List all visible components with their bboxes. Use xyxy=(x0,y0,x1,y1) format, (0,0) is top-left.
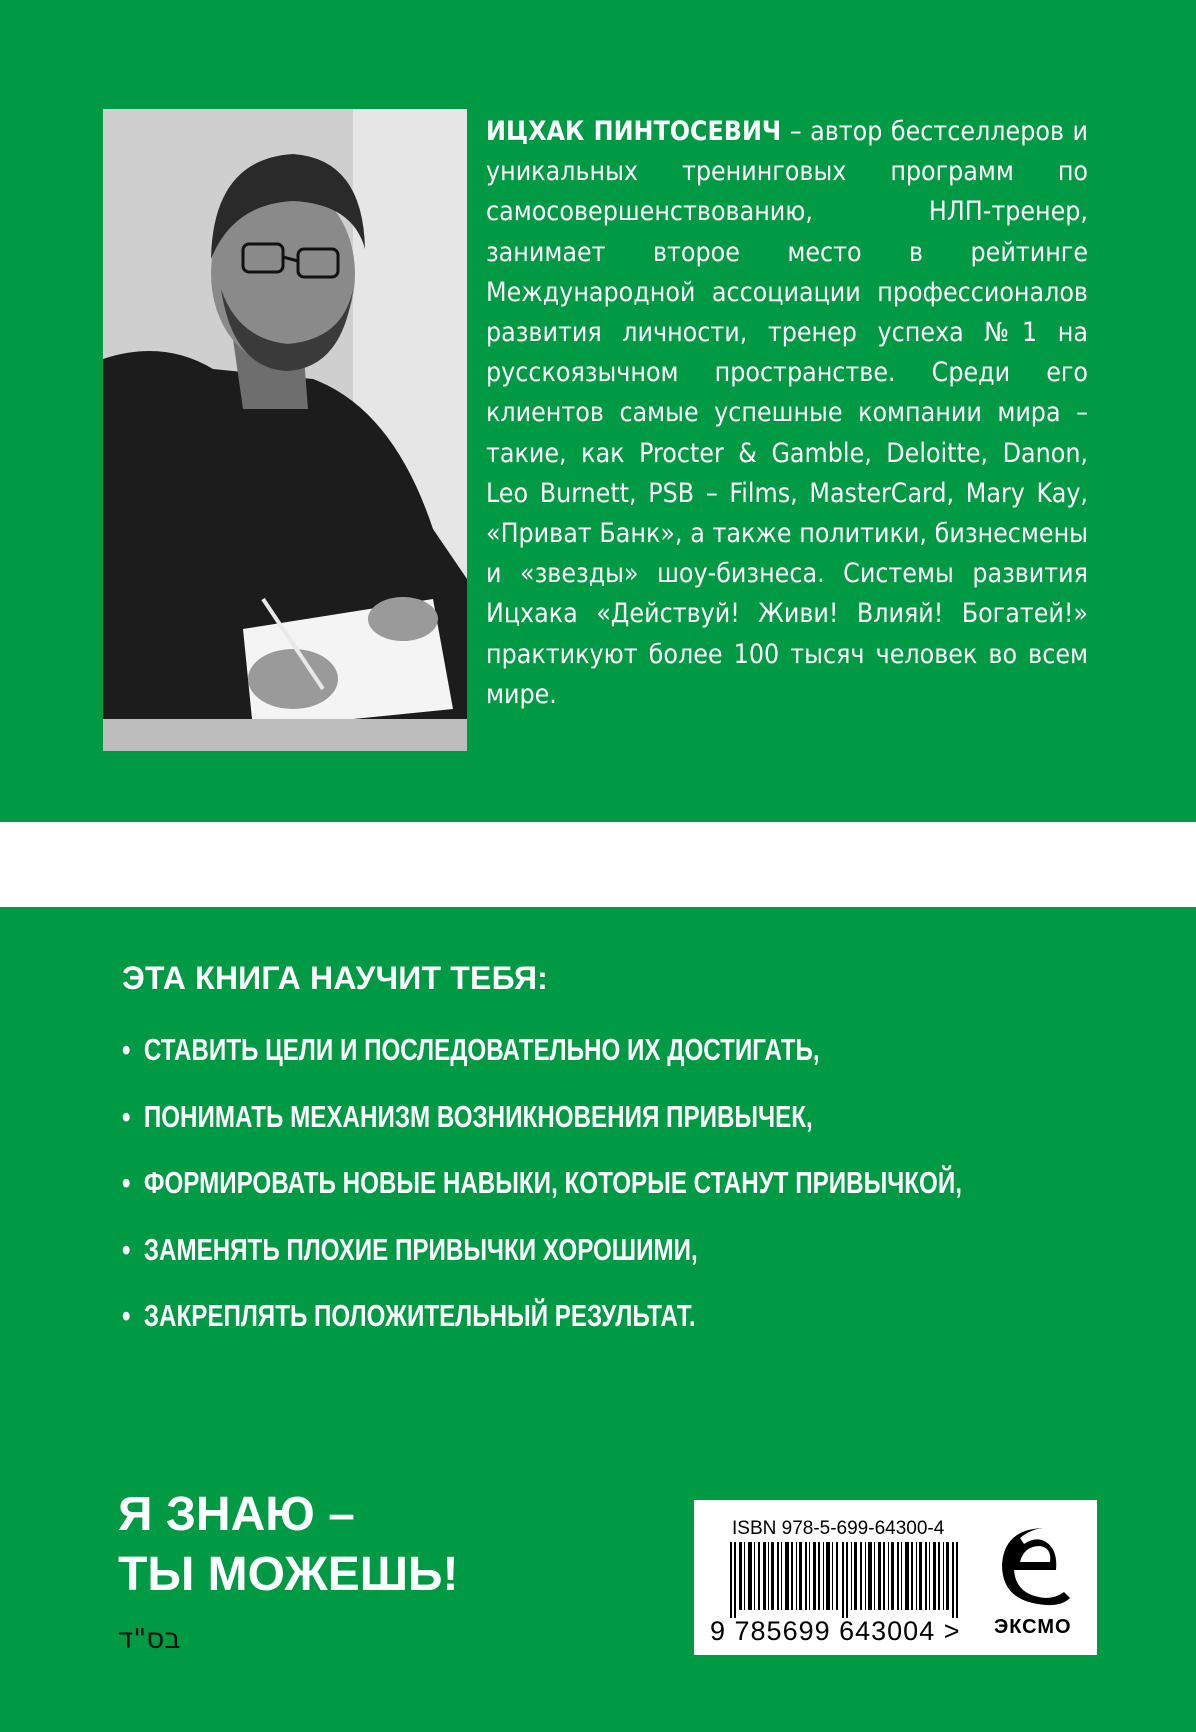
list-item xyxy=(122,1097,962,1164)
slogan xyxy=(118,1485,458,1605)
list-item-text: ПОНИМАТЬ МЕХАНИЗМ ВОЗНИКНОВЕНИЯ ПРИВЫЧЕК, xyxy=(143,1098,813,1134)
author-bio xyxy=(486,112,1088,715)
list-item-text: ЗАКРЕПЛЯТЬ ПОЛОЖИТЕЛЬНЫЙ РЕЗУЛЬТАТ. xyxy=(143,1298,696,1333)
list-item-text: ЗАМЕНЯТЬ ПЛОХИЕ ПРИВЫЧКИ ХОРОШИМИ, xyxy=(143,1231,698,1267)
bullet-icon: • xyxy=(122,1032,131,1067)
author-photo xyxy=(103,109,467,751)
list-item xyxy=(122,1296,962,1363)
author-bio-text: – автор бестселлеров и уникальных тренинговых программ по самосовершенствованию, НЛП-тренер, занимает второе место в рейтинге Международной ассоциации профессионалов развития личности, тренер успеха №1 на русскоязычном пространстве. Среди его клиентов самые успешные компании мира – такие, как Procter & Gamble, Deloitte, Danon, Leo Burnett, PSB – Films, MasterCard, Mary Kay, «Приват Банк», а также политики, бизнесмены и «звезды» шоу-бизнеса. Системы развития Ицхака «Действуй! Живи! Влияй! Богатей!» практикуют более 100 тысяч человек во всем мире. xyxy=(486,116,1088,710)
teaches-heading: ЭТА КНИГА НАУЧИТ ТЕБЯ: xyxy=(122,960,549,996)
white-divider-band xyxy=(0,822,1196,907)
barcode-icon xyxy=(730,1542,962,1618)
bullet-icon: • xyxy=(122,1231,131,1267)
slogan-line-1: Я ЗНАЮ – xyxy=(118,1488,355,1541)
author-name: ИЦХАК ПИНТОСЕВИЧ xyxy=(486,116,782,147)
list-item xyxy=(122,1163,962,1230)
teaches-list xyxy=(122,1030,1196,1363)
slogan-line-2: ТЫ МОЖЕШЬ! xyxy=(118,1548,459,1601)
list-item xyxy=(122,1030,962,1097)
bullet-icon: • xyxy=(122,1165,131,1200)
barcode-digits: 9 785699 643004 > xyxy=(710,1616,961,1646)
publisher-name: ЭКСМО xyxy=(994,1616,1072,1638)
bullet-icon: • xyxy=(122,1098,131,1134)
bullet-icon: • xyxy=(122,1298,131,1333)
hebrew-mark: בס"ד xyxy=(118,1622,181,1655)
list-item-text: ФОРМИРОВАТЬ НОВЫЕ НАВЫКИ, КОТОРЫЕ СТАНУТ ПРИВЫЧКОЙ, xyxy=(143,1165,962,1200)
list-item xyxy=(122,1230,962,1297)
barcode-panel xyxy=(694,1500,1097,1655)
list-item-text: СТАВИТЬ ЦЕЛИ И ПОСЛЕДОВАТЕЛЬНО ИХ ДОСТИГАТЬ, xyxy=(143,1032,820,1067)
isbn-label: ISBN 978-5-699-64300-4 xyxy=(732,1518,945,1539)
